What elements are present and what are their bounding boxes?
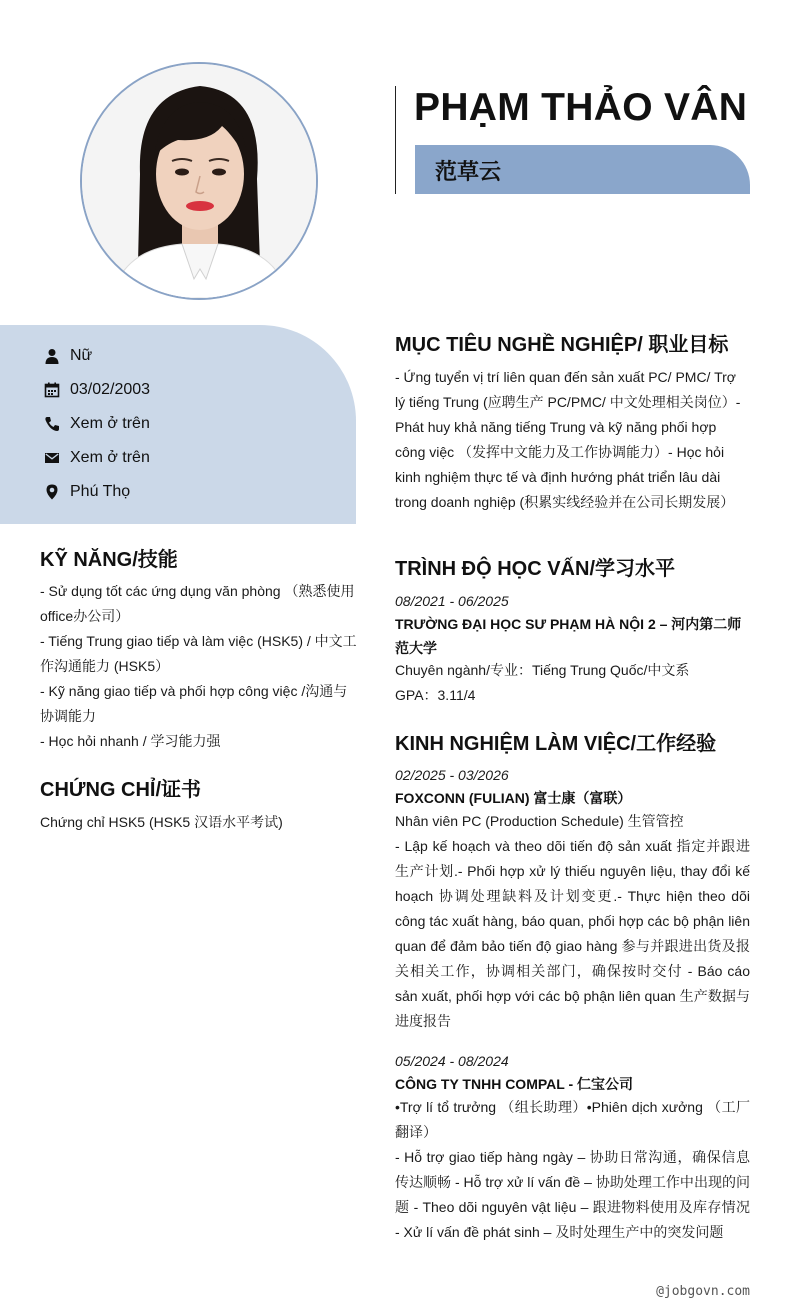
info-row-birthdate [44,378,150,402]
header-divider [395,86,396,194]
full-name: PHẠM THẢO VÂN [414,86,748,129]
job-description: - Lập kế hoạch và theo dõi tiến độ sản xuất 指定并跟进生产计划.- Phối hợp xử lý thiếu nguyên liệu, thay đổi kế hoạch 协调处理缺料及计划变更.- Thực hiện theo dõi công tác xuất hàng, báo quan, phối hợp các bộ phận liên quan để đảm bảo tiến độ giao hàng 参与并跟进出货及报关相关工作，协调相关部门，确保按时交付 - Báo cáo sản xuất, phối hợp với các bộ phận liên quan 生产数据与进度报告 [395,838,750,1029]
info-text: Xem ở trên [70,415,150,432]
objective-title: MỤC TIÊU NGHỀ NGHIỆP/ 职业目标 [395,334,729,356]
skills-list [40,579,358,754]
job-company: CÔNG TY TNHH COMPAL - 仁宝公司 [395,1076,633,1092]
calendar-icon [44,382,60,398]
job-company: FOXCONN (FULIAN) 富士康（富联） [395,790,632,806]
chinese-name: 范草云 [435,160,502,185]
education-gpa: GPA：3.11/4 [395,687,476,703]
job-position: Nhân viên PC (Production Schedule) 生管管控 [395,813,684,829]
certificate-text: Chứng chỉ HSK5 (HSK5 汉语水平考试) [40,814,283,830]
experience-title: KINH NGHIỆM LÀM VIỆC/工作经验 [395,733,717,755]
info-text: 03/02/2003 [70,381,151,398]
location-icon [44,484,60,500]
skill-item: - Sử dụng tốt các ứng dụng văn phòng （熟悉使用office办公司） [40,583,355,624]
chinese-name-banner [415,145,750,194]
info-row-location [44,480,130,504]
info-text: Nữ [70,347,93,364]
source-watermark: @jobgovn.com [656,1284,750,1299]
portrait-image [82,64,316,298]
education-title: TRÌNH ĐỘ HỌC VẤN/学习水平 [395,558,675,580]
skill-item: - Kỹ năng giao tiếp và phối hợp công việc /沟通与协调能力 [40,683,348,724]
job-date: 02/2025 - 03/2026 [395,767,509,783]
certificates-title: CHỨNG CHỈ/证书 [40,779,202,801]
skill-item: - Học hỏi nhanh / 学习能力强 [40,733,221,749]
phone-icon [44,416,60,432]
info-text: Phú Thọ [70,483,131,500]
info-row-gender [44,344,92,368]
info-row-email [44,446,150,470]
email-icon [44,450,60,466]
skills-title: KỸ NĂNG/技能 [40,549,178,571]
info-row-phone [44,412,150,436]
person-icon [44,348,60,364]
skill-item: - Tiếng Trung giao tiếp và làm việc (HSK5) / 中文工作沟通能力 (HSK5） [40,633,357,674]
education-date: 08/2021 - 06/2025 [395,593,509,609]
education-school: TRƯỜNG ĐẠI HỌC SƯ PHẠM HÀ NỘI 2 – 河内第二师范大学 [395,616,742,656]
job-position: •Trợ lí tổ trưởng （组长助理）•Phiên dịch xưởng （工厂翻译） [395,1099,750,1140]
job-date: 05/2024 - 08/2024 [395,1053,509,1069]
info-text: Xem ở trên [70,449,150,466]
education-major: Chuyên ngành/专业：Tiếng Trung Quốc/中文系 [395,662,690,678]
personal-info-panel [0,325,356,524]
objective-text: - Ứng tuyển vị trí liên quan đến sản xuất PC/ PMC/ Trợ lý tiếng Trung (应聘生产 PC/PMC/ 中文处理相关岗位）- Phát huy khả năng tiếng Trung và kỹ năng phối hợp công việc （发挥中文能力及工作协调能力）- Học hỏi kinh nghiệm thực tế và định hướng phát triển lâu dài trong doanh nghiệp (积累实线经验并在公司长期发展） [395,369,741,510]
profile-photo [80,62,318,300]
job-description: - Hỗ trợ giao tiếp hàng ngày – 协助日常沟通，确保信息传达顺畅 - Hỗ trợ xử lí vấn đề – 协助处理工作中出现的问题 - Theo dõi nguyên vật liệu – 跟进物料使用及库存情况 - Xử lí vấn đề phát sinh – 及时处理生产中的突发问题 [395,1149,750,1240]
